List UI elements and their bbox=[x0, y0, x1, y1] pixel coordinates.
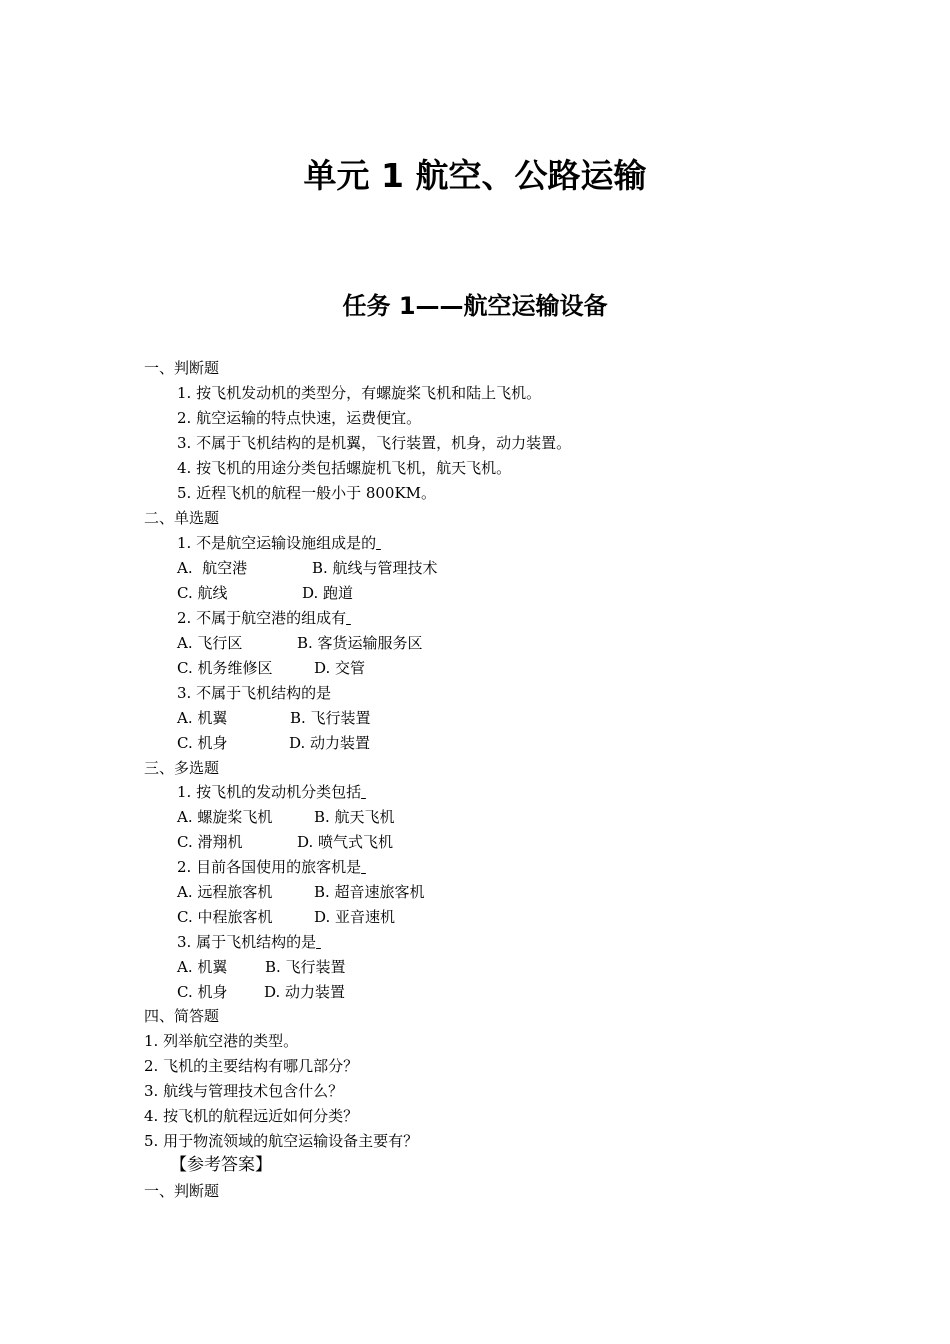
option-b: B. 航线与管理技术 bbox=[312, 559, 438, 577]
question-text: 2. 不属于航空港的组成有 bbox=[177, 609, 347, 627]
judge-item-5: 5. 近程飞机的航程一般小于 800KM。 bbox=[177, 484, 437, 502]
question-text: 3. 属于飞机结构的是 bbox=[177, 933, 317, 951]
option-d: D. 亚音速机 bbox=[314, 908, 396, 926]
section-heading-single: 二、单选题 bbox=[144, 509, 220, 527]
single-q3-options-ab bbox=[177, 707, 371, 729]
option-c: C. 中程旅客机 bbox=[177, 908, 273, 926]
option-b: B. 超音速旅客机 bbox=[314, 883, 425, 901]
option-d: D. 喷气式飞机 bbox=[297, 833, 394, 851]
option-a: A. 机翼 bbox=[177, 958, 228, 976]
option-c: C. 滑翔机 bbox=[177, 833, 243, 851]
judge-item-1: 1. 按飞机发动机的类型分，有螺旋桨飞机和陆上飞机。 bbox=[177, 384, 542, 402]
option-a: A. 航空港 bbox=[177, 559, 248, 577]
single-q2-stem bbox=[177, 607, 351, 629]
option-a: A. 飞行区 bbox=[177, 634, 243, 652]
task-title: 任务 1——航空运输设备 bbox=[342, 292, 608, 320]
section-heading-multi: 三、多选题 bbox=[144, 759, 220, 777]
multi-q3-stem bbox=[177, 931, 321, 953]
option-c: C. 机身 bbox=[177, 983, 228, 1001]
answer-key-heading: 【参考答案】 bbox=[170, 1155, 272, 1175]
single-q1-options-cd bbox=[177, 582, 353, 604]
single-q1-options-ab bbox=[177, 557, 438, 579]
multi-q3-options-cd bbox=[177, 981, 345, 1003]
question-text: 2. 目前各国使用的旅客机是 bbox=[177, 858, 362, 876]
multi-q1-stem bbox=[177, 781, 366, 803]
judge-item-3: 3. 不属于飞机结构的是机翼，飞行装置，机身，动力装置。 bbox=[177, 434, 572, 452]
option-b: B. 飞行装置 bbox=[265, 958, 346, 976]
single-q1-stem bbox=[177, 532, 381, 554]
question-text: 1. 不是航空运输设施组成是的 bbox=[177, 534, 377, 552]
single-q2-options-cd bbox=[177, 657, 365, 679]
option-c: C. 机身 bbox=[177, 734, 228, 752]
option-b: B. 客货运输服务区 bbox=[297, 634, 423, 652]
option-a: A. 螺旋桨飞机 bbox=[177, 808, 273, 826]
option-c: C. 机务维修区 bbox=[177, 659, 273, 677]
option-c: C. 航线 bbox=[177, 584, 228, 602]
option-d: D. 跑道 bbox=[302, 584, 354, 602]
short-item-2: 2. 飞机的主要结构有哪几部分？ bbox=[144, 1057, 359, 1075]
single-q3-stem: 3. 不属于飞机结构的是 bbox=[177, 684, 332, 702]
option-b: B. 飞行装置 bbox=[290, 709, 371, 727]
option-a: A. 远程旅客机 bbox=[177, 883, 273, 901]
multi-q2-stem bbox=[177, 856, 366, 878]
section-heading-short: 四、简答题 bbox=[144, 1007, 220, 1025]
option-b: B. 航天飞机 bbox=[314, 808, 395, 826]
judge-item-2: 2. 航空运输的特点快速，运费便宜。 bbox=[177, 409, 422, 427]
single-q3-options-cd bbox=[177, 732, 370, 754]
answer-section-judge: 一、判断题 bbox=[144, 1182, 220, 1200]
section-heading-judge: 一、判断题 bbox=[144, 359, 220, 377]
multi-q3-options-ab bbox=[177, 956, 346, 978]
multi-q2-options-ab bbox=[177, 881, 425, 903]
option-d: D. 动力装置 bbox=[289, 734, 371, 752]
question-text: 1. 按飞机的发动机分类包括 bbox=[177, 783, 362, 801]
multi-q2-options-cd bbox=[177, 906, 395, 928]
option-d: D. 交管 bbox=[314, 659, 366, 677]
option-d: D. 动力装置 bbox=[264, 983, 346, 1001]
judge-item-4: 4. 按飞机的用途分类包括螺旋机飞机，航天飞机。 bbox=[177, 459, 512, 477]
short-item-3: 3. 航线与管理技术包含什么？ bbox=[144, 1082, 344, 1100]
short-item-4: 4. 按飞机的航程远近如何分类？ bbox=[144, 1107, 359, 1125]
multi-q1-options-ab bbox=[177, 806, 395, 828]
single-q2-options-ab bbox=[177, 632, 423, 654]
short-item-1: 1. 列举航空港的类型。 bbox=[144, 1032, 299, 1050]
short-item-5: 5. 用于物流领域的航空运输设备主要有？ bbox=[144, 1132, 419, 1150]
multi-q1-options-cd bbox=[177, 831, 393, 853]
option-a: A. 机翼 bbox=[177, 709, 228, 727]
unit-title: 单元 1 航空、公路运输 bbox=[303, 156, 647, 195]
